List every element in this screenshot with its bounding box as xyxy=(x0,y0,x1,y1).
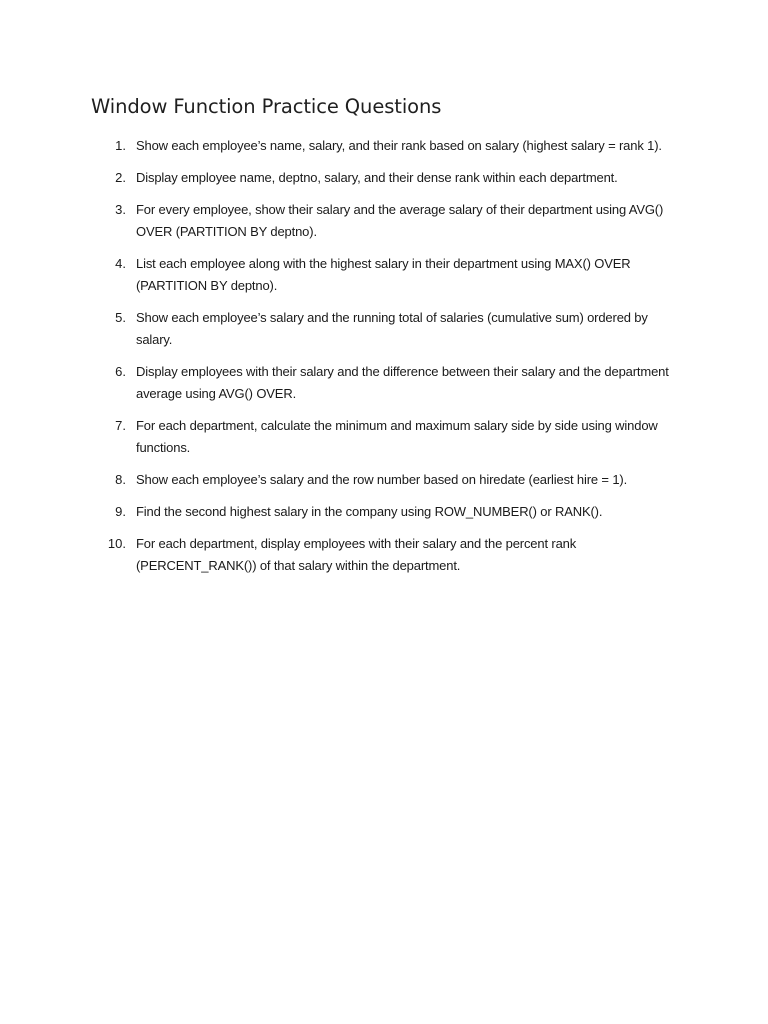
question-text: For each department, display employees with their salary and the percent rank (PERCENT_RANK()) of that salary within the department. xyxy=(136,536,577,573)
question-number: 1. xyxy=(115,138,126,153)
question-text: For every employee, show their salary and the average salary of their department using AVG() OVER (PARTITION BY deptno). xyxy=(136,202,664,239)
question-number: 7. xyxy=(115,418,126,433)
question-number: 6. xyxy=(115,364,126,379)
question-text: Find the second highest salary in the company using ROW_NUMBER() or RANK(). xyxy=(136,504,603,519)
list-item xyxy=(0,135,768,157)
list-item xyxy=(0,501,768,523)
list-item xyxy=(0,307,768,351)
question-text: Display employee name, deptno, salary, and their dense rank within each department. xyxy=(136,170,618,185)
list-item xyxy=(0,253,768,297)
list-item xyxy=(0,415,768,459)
question-number: 9. xyxy=(115,504,126,519)
question-text: Display employees with their salary and the difference between their salary and the department average using AVG() OVER. xyxy=(136,364,669,401)
question-number: 2. xyxy=(115,170,126,185)
list-item xyxy=(0,199,768,243)
question-text: Show each employee’s salary and the running total of salaries (cumulative sum) ordered by salary. xyxy=(136,310,648,347)
list-item xyxy=(0,361,768,405)
list-item xyxy=(0,533,768,577)
list-item xyxy=(0,167,768,189)
document-title: Window Function Practice Questions xyxy=(91,95,442,118)
question-text: Show each employee’s name, salary, and their rank based on salary (highest salary = rank 1). xyxy=(136,138,662,153)
question-text: For each department, calculate the minimum and maximum salary side by side using window functions. xyxy=(136,418,658,455)
question-number: 10. xyxy=(107,536,126,551)
question-number: 5. xyxy=(115,310,126,325)
question-list xyxy=(0,135,768,587)
question-number: 3. xyxy=(115,202,126,217)
list-item xyxy=(0,469,768,491)
question-number: 8. xyxy=(115,472,126,487)
question-number: 4. xyxy=(115,256,126,271)
question-text: List each employee along with the highest salary in their department using MAX() OVER (PARTITION BY deptno). xyxy=(136,256,631,293)
question-text: Show each employee’s salary and the row number based on hiredate (earliest hire = 1). xyxy=(136,472,628,487)
